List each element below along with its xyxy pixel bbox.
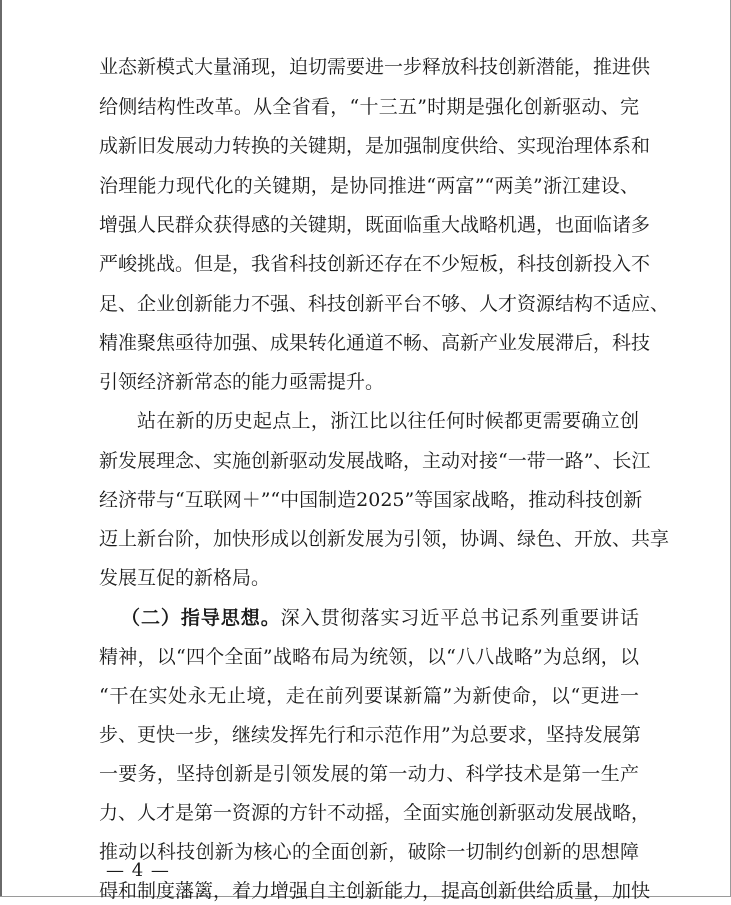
text-line: 站在新的历史起点上，浙江比以往任何时候都更需要确立创 [137, 410, 639, 432]
text-line: 引领经济新常态的能力亟需提升。 [99, 371, 385, 393]
text-line: 精神，以“四个全面”战略布局为统领，以“八八战略”为总纲，以 [99, 646, 639, 668]
text-line: “干在实处永无止境，走在前列要谋新篇”为新使命，以“更进一 [99, 685, 639, 707]
text-line: 成新旧发展动力转换的关键期，是加强制度供给、实现治理体系和 [99, 135, 651, 157]
text-run: 深入贯彻落实习近平总书记系列重要讲话 [280, 607, 639, 629]
text-line: 碍和制度藩篱，着力增强自主创新能力，提高创新供给质量，加快 [99, 880, 651, 902]
text-line: 治理能力现代化的关键期，是协同推进“两富”“两美”浙江建设、 [99, 175, 639, 197]
section-heading: （二）指导思想。 [121, 607, 281, 629]
text-line: 业态新模式大量涌现，迫切需要进一步释放科技创新潜能，推进供 [99, 56, 651, 78]
text-line: 一要务，坚持创新是引领发展的第一动力、科学技术是第一生产 [99, 763, 639, 785]
text-line: 推动以科技创新为核心的全面创新，破除一切制约创新的思想障 [99, 841, 639, 863]
text-line: 足、企业创新能力不强、科技创新平台不够、人才资源结构不适应、 [99, 293, 670, 315]
text-line: 经济带与“互联网＋”“中国制造2025”等国家战略，推动科技创新 [99, 489, 643, 511]
text-line: 精准聚焦亟待加强、成果转化通道不畅、高新产业发展滞后，科技 [99, 332, 651, 354]
text-line: 力、人才是第一资源的方针不动摇，全面实施创新驱动发展战略， [99, 802, 651, 824]
section-first-line [121, 604, 639, 632]
text-line: 迈上新台阶，加快形成以创新发展为引领，协调、绿色、开放、共享 [99, 528, 670, 550]
text-line: 步、更快一步，继续发挥先行和示范作用”为总要求，坚持发展第 [99, 724, 641, 746]
page-number: — 4 — [106, 860, 170, 881]
text-line: 增强人民群众获得感的关键期，既面临重大战略机遇，也面临诸多 [99, 214, 651, 236]
text-line: 给侧结构性改革。从全省看，“十三五”时期是强化创新驱动、完 [99, 96, 639, 118]
text-line: 严峻挑战。但是，我省科技创新还存在不少短板，科技创新投入不 [99, 253, 651, 275]
page-edge-left [0, 0, 2, 897]
text-line: 新发展理念、实施创新驱动发展战略，主动对接“一带一路”、长江 [99, 450, 651, 472]
text-line: 发展互促的新格局。 [99, 567, 271, 589]
